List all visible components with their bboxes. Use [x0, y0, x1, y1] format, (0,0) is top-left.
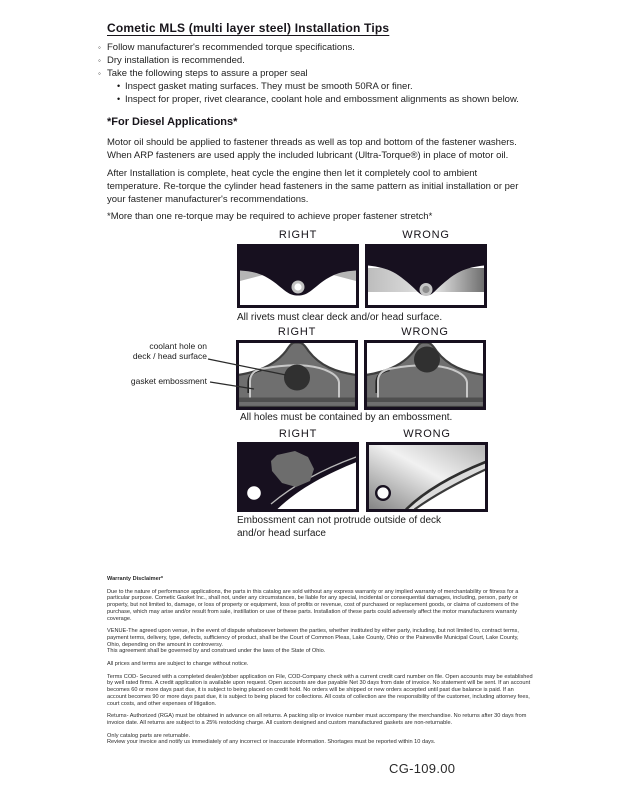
bullet-marker: ◦	[98, 43, 101, 52]
list-item	[98, 54, 519, 67]
bolt-hole	[376, 486, 390, 500]
diagram-embossment-wrong	[364, 340, 486, 410]
tip-text: Dry installation is recommended.	[107, 55, 245, 66]
list-item	[98, 67, 519, 80]
tip-text: Inspect gasket mating surfaces. They must be smooth 50RA or finer.	[125, 81, 413, 92]
bullet-marker: ◦	[98, 56, 101, 65]
disclaimer-paragraph: Due to the nature of performance applications, the parts in this catalog are sold without any express warranty or any implied warranty of merchantability or fitness for a particular purpose. Cometic Gasket Inc., shall not, under any circumstances, be liable for any special, incidental or consequential damages, including, person, party or property, but not limited to, damage, or loss of property or equipment, loss of profits or revenue, cost of purchased or replacement goods, or claims of customers of the purchase, which may arise and/or result from sale, instillation or use of these parts. Installation of these parts could adversely affect the motor manufacturers warranty coverage.	[107, 588, 519, 622]
retorque-note: *More than one re-torque may be required to achieve proper fastener stretch*	[107, 211, 433, 222]
wrong-label: WRONG	[403, 428, 451, 440]
list-item	[98, 93, 519, 106]
bullet-marker: •	[117, 81, 121, 91]
disclaimer-paragraph: Only catalog parts are returnable.	[107, 732, 191, 739]
diagram-caption	[237, 515, 441, 540]
coolant-hole	[284, 365, 310, 391]
diagram-rivet-wrong	[365, 244, 487, 308]
diagram-caption: All rivets must clear deck and/or head surface.	[237, 312, 443, 323]
diagram-caption: All holes must be contained by an embossment.	[240, 412, 453, 423]
wrong-label: WRONG	[402, 229, 450, 241]
gasket-embossment-label: gasket embossment	[130, 376, 207, 386]
caption-line: Embossment can not protrude outside of deck	[237, 515, 442, 526]
diagram-protrusion-right	[237, 442, 359, 512]
right-label: RIGHT	[278, 428, 318, 440]
document-code: CG-109.00	[389, 761, 456, 776]
deck-edge-band	[239, 398, 356, 403]
disclaimer-paragraph: VENUE-The agreed upon venue, in the event of dispute whatsoever between the parties, whether instituted by either party, including, but not limited to, contract terms, payment terms, delivery, type, defects, sufficiency of product, shall be the Court of Common Pleas, Lake County, Ohio or the Painesville Municipal Court, Lake County, Ohio, depending on the amount in controversy.	[107, 628, 519, 648]
installation-tips-list	[98, 41, 519, 106]
tip-text: Follow manufacturer's recommended torque specifications.	[107, 42, 355, 53]
deck-edge-band	[367, 398, 484, 403]
page-title: Cometic MLS (multi layer steel) Installation Tips	[107, 21, 390, 35]
right-label: RIGHT	[278, 229, 318, 241]
diesel-paragraph-1: Motor oil should be applied to fastener threads as well as top and bottom of the fastener washers. When ARP fasteners are used apply the included lubricant (Ultra-Torque®) in place of motor oil.	[107, 137, 517, 162]
caption-line: and/or head surface	[237, 527, 326, 539]
bolt-hole	[247, 486, 261, 500]
diagram-protrusion-wrong	[366, 442, 488, 512]
coolant-hole-label	[97, 342, 207, 362]
tip-text: Take the following steps to assure a proper seal	[107, 68, 308, 79]
coolant-hole	[414, 347, 440, 373]
disclaimer-paragraph: Returns- Authorized (RGA) must be obtained in advance on all returns. A packing slip or invoice number must accompany the merchandise. No returns after 30 days from invoice date. All returns are subject to a 25% restocking charge. All custom designed and custom manufactured gaskets are non-returnable.	[107, 713, 527, 726]
disclaimer-paragraph: This agreement shall be governed by and construed under the laws of the State of Ohio.	[107, 648, 326, 655]
disclaimer-heading: Warranty Disclaimer*	[107, 576, 164, 582]
warranty-disclaimer	[107, 576, 533, 746]
wrong-label: WRONG	[401, 326, 449, 338]
diagram-embossment-right	[236, 340, 358, 410]
tip-text: Inspect for proper, rivet clearance, coolant hole and embossment alignments as shown below.	[125, 94, 519, 105]
rivet-center	[422, 286, 429, 293]
label-line: deck / head surface	[132, 350, 207, 361]
list-item	[98, 41, 519, 54]
right-label: RIGHT	[277, 326, 317, 338]
diesel-heading: *For Diesel Applications*	[107, 116, 238, 128]
disclaimer-paragraph: All prices and terms are subject to change without notice.	[107, 661, 249, 668]
disclaimer-paragraph: Terms COD- Secured with a completed dealer/jobber application on File, COD-Company check with a current credit card number on file. Open accounts may be established by well rated firms. A credit application is available upon request. Open accounts are due payable Net 30 days from date of invoice. No statement will be sent. If an account becomes 60 or more days past due, it is subject to being placed on credit hold. No orders will be shipped or new orders accepted until past due balance is paid. If an account becomes 90 or more days past due, it is subject to being placed for collections. All costs of collection are the responsibility of the customer, including attorney fees, court costs, and other expenses of litigation.	[107, 673, 533, 707]
bullet-marker: •	[117, 94, 121, 104]
disclaimer-paragraph: Review your invoice and notify us immediately of any incorrect or inaccurate information. Shortages must be reported within 10 days.	[107, 739, 436, 746]
diagram-rivet-right	[237, 244, 359, 308]
list-item	[98, 80, 519, 93]
label-line: coolant hole on	[149, 341, 207, 351]
diesel-paragraph-2: After Installation is complete, heat cycle the engine then let it completely cool to ambient temperature. Re-torque the cylinder head fasteners in the same pattern as initial installation or per your fastener manufacturer's recommendations.	[107, 168, 519, 206]
rivet-center	[294, 283, 301, 290]
bullet-marker: ◦	[98, 69, 101, 78]
